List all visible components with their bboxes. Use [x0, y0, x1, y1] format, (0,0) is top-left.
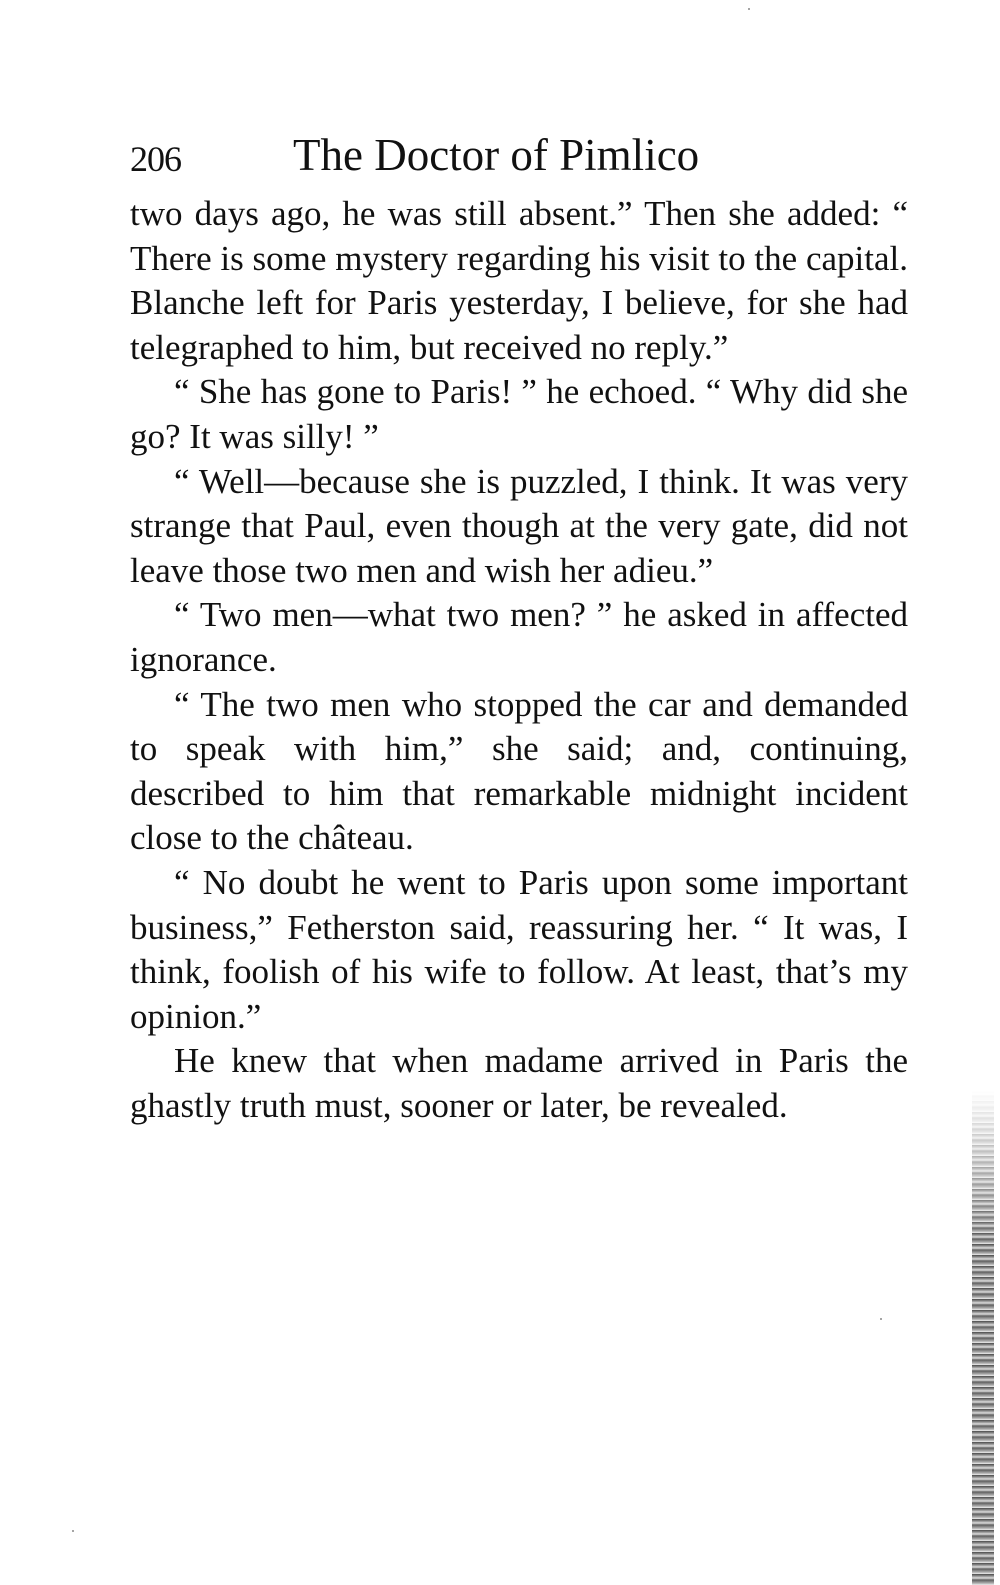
paragraph: He knew that when madame arrived in Paris the ghastly truth must, sooner or later, be revealed. [130, 1041, 908, 1125]
paragraph: two days ago, he was still absent.” Then she added: “ There is some mystery regarding his visit to the capital. Blanche left for Paris yesterday, I believe, for she had telegraphed to him, but received no reply.” [130, 194, 908, 367]
paragraph: “ Well—because she is puzzled, I think. It was very strange that Paul, even though at the very gate, did not leave those two men and wish her adieu.” [130, 461, 908, 590]
scan-speck [72, 1530, 74, 1532]
page-number: 206 [130, 139, 181, 179]
paragraph: “ No doubt he went to Paris upon some important business,” Fetherston said, reassuring her. “ It was, I think, foolish of his wife to follow. At least, that’s my opinion.” [130, 862, 908, 1036]
scan-speck [748, 8, 750, 10]
paragraph: “ The two men who stopped the car and demanded to speak with him,” she said; and, continuing, described to him that remarkable midnight incident close to the château. [130, 684, 908, 858]
scan-edge-artifact [972, 1090, 994, 1585]
running-title: The Doctor of Pimlico [293, 130, 700, 180]
page-header [130, 126, 910, 186]
paragraph: “ Two men—what two men? ” he asked in affected ignorance. [130, 595, 908, 679]
body-text [130, 192, 908, 1128]
paragraph: “ She has gone to Paris! ” he echoed. “ Why did she go? It was silly! ” [130, 372, 908, 456]
scan-speck [880, 1318, 882, 1320]
